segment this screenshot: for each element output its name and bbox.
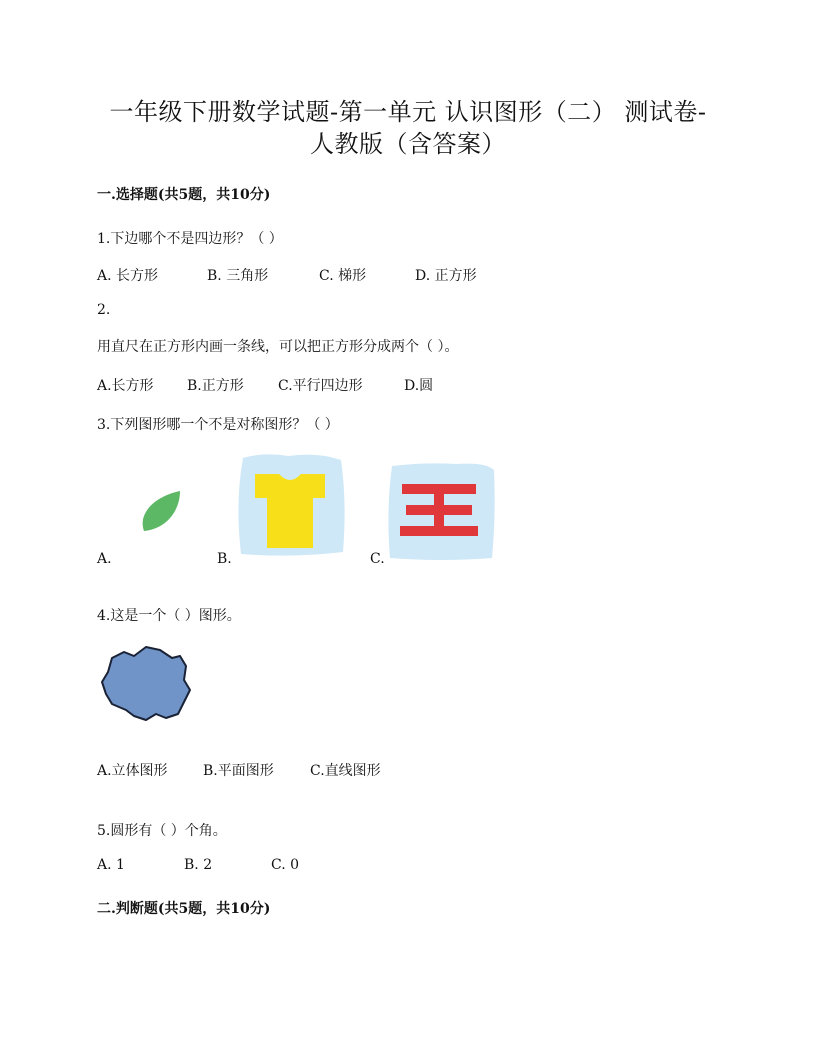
option-b: B.平面图形	[203, 763, 274, 779]
option-d: D.圆	[404, 378, 434, 394]
option-a: A. 长方形	[97, 268, 159, 284]
option-c: C. 梯形	[319, 268, 367, 284]
leaf-image	[130, 485, 186, 537]
option-b: B.正方形	[187, 378, 244, 394]
option-b: B. 三角形	[207, 268, 269, 284]
option-a-label: A.	[97, 551, 112, 567]
document-title-line2: 人教版（含答案）	[310, 130, 506, 158]
question-5: 5.圆形有（ ）个角。	[97, 823, 227, 839]
option-b-label: B.	[217, 551, 232, 567]
question-3: 3.下列图形哪一个不是对称图形？（ ）	[97, 417, 339, 433]
irregular-blob-image	[100, 644, 192, 722]
section1-heading: 一.选择题(共5题，共10分)	[97, 187, 271, 203]
question-2-number: 2.	[97, 302, 111, 318]
question-4: 4.这是一个（ ）图形。	[97, 608, 241, 624]
option-c: C. 0	[271, 857, 300, 873]
option-b: B. 2	[184, 857, 213, 873]
question-2: 用直尺在正方形内画一条线，可以把正方形分成两个（ ）。	[97, 339, 459, 355]
wang-character-image	[386, 460, 496, 562]
section2-heading: 二.判断题(共5题，共10分)	[97, 901, 271, 917]
shirt-image	[233, 452, 348, 559]
option-a: A.立体图形	[97, 763, 168, 779]
option-d: D. 正方形	[415, 268, 477, 284]
option-c: C.平行四边形	[278, 378, 363, 394]
question-1: 1.下边哪个不是四边形？（ ）	[97, 231, 283, 247]
option-a: A. 1	[97, 857, 125, 873]
option-c: C.直线图形	[310, 763, 381, 779]
option-a: A.长方形	[97, 378, 154, 394]
option-c-label: C.	[370, 551, 385, 567]
document-title-line1: 一年级下册数学试题-第一单元 认识图形（二） 测试卷-	[109, 98, 707, 126]
